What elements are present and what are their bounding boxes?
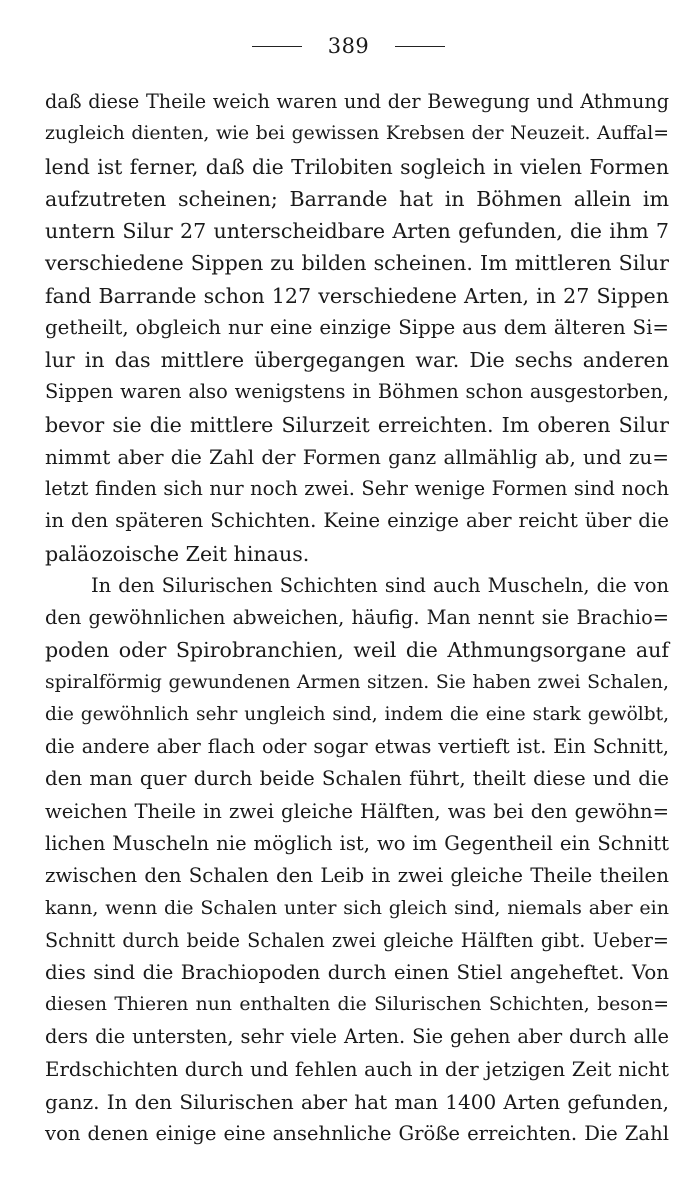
text-line: dies sind die Brachiopoden durch einen Stiel angeheftet. Von <box>45 960 669 984</box>
text-line: zwischen den Schalen den Leib in zwei gleiche Theile theilen <box>45 864 669 887</box>
text-line: zugleich dienten, wie bei gewissen Krebsen der Neuzeit. Auffal= <box>45 123 669 145</box>
text-line: ders die untersten, sehr viele Arten. Sie gehen aber durch alle <box>45 1025 669 1049</box>
text-line: lur in das mittlere übergegangen war. Die sechs anderen <box>45 348 669 372</box>
text-line: den man quer durch beide Schalen führt, theilt diese und die <box>45 767 669 791</box>
text-line: nimmt aber die Zahl der Formen ganz allmählig ab, und zu= <box>45 444 669 469</box>
text-line: Erdschichten durch und fehlen auch in der jetzigen Zeit nicht <box>45 1057 669 1081</box>
text-line: aufzutreten scheinen; Barrande hat in Böhmen allein im <box>45 186 669 211</box>
text-line: bevor sie die mittlere Silurzeit erreichten. Im oberen Silur <box>45 412 669 437</box>
text-line: lend ist ferner, daß die Trilobiten sogleich in vielen Formen <box>45 154 669 179</box>
text-line: diesen Thieren nun enthalten die Silurischen Schichten, beson= <box>45 994 669 1015</box>
text-line: Sippen waren also wenigstens in Böhmen schon ausgestorben, <box>45 380 669 404</box>
text-line: lichen Muscheln nie möglich ist, wo im Gegentheil ein Schnitt <box>45 831 669 855</box>
text-line: verschiedene Sippen zu bilden scheinen. Im mittleren Silur <box>45 251 669 276</box>
page-number: 389 <box>327 34 370 58</box>
body-text <box>45 86 669 1150</box>
header-rule-right <box>395 46 445 47</box>
text-line: daß diese Theile weich waren und der Bewegung und Athmung <box>45 90 669 113</box>
header-rule-left <box>252 46 302 47</box>
text-line: von denen einige eine ansehnliche Größe erreichten. Die Zahl <box>45 1122 669 1145</box>
text-line: In den Silurischen Schichten sind auch Muscheln, die von <box>91 573 669 597</box>
text-line: paläozoische Zeit hinaus. <box>45 541 310 566</box>
text-line: kann, wenn die Schalen unter sich gleich sind, niemals aber ein <box>45 897 669 920</box>
text-line: untern Silur 27 unterscheidbare Arten gefunden, die ihm 7 <box>45 219 669 243</box>
text-line: die andere aber flach oder sogar etwas vertieft ist. Ein Schnitt, <box>45 735 669 758</box>
text-line: ganz. In den Silurischen aber hat man 1400 Arten gefunden, <box>45 1089 669 1114</box>
text-line: getheilt, obgleich nur eine einzige Sippe aus dem älteren Si= <box>45 315 669 339</box>
text-line: den gewöhnlichen abweichen, häufig. Man nennt sie Brachio= <box>45 606 669 629</box>
text-line: letzt finden sich nur noch zwei. Sehr wenige Formen sind noch <box>45 477 669 500</box>
text-line: spiralförmig gewundenen Armen sitzen. Sie haben zwei Schalen, <box>45 671 669 693</box>
text-line: poden oder Spirobranchien, weil die Athmungsorgane auf <box>45 638 669 663</box>
text-line: weichen Theile in zwei gleiche Hälften, was bei den gewöhn= <box>45 799 669 823</box>
text-line: in den späteren Schichten. Keine einzige aber reicht über die <box>45 509 669 533</box>
page-header <box>0 34 697 58</box>
text-line: fand Barrande schon 127 verschiedene Arten, in 27 Sippen <box>45 283 669 308</box>
text-line: Schnitt durch beide Schalen zwei gleiche Hälften gibt. Ueber= <box>45 928 669 952</box>
text-line: die gewöhnlich sehr ungleich sind, indem die eine stark gewölbt, <box>45 703 669 725</box>
